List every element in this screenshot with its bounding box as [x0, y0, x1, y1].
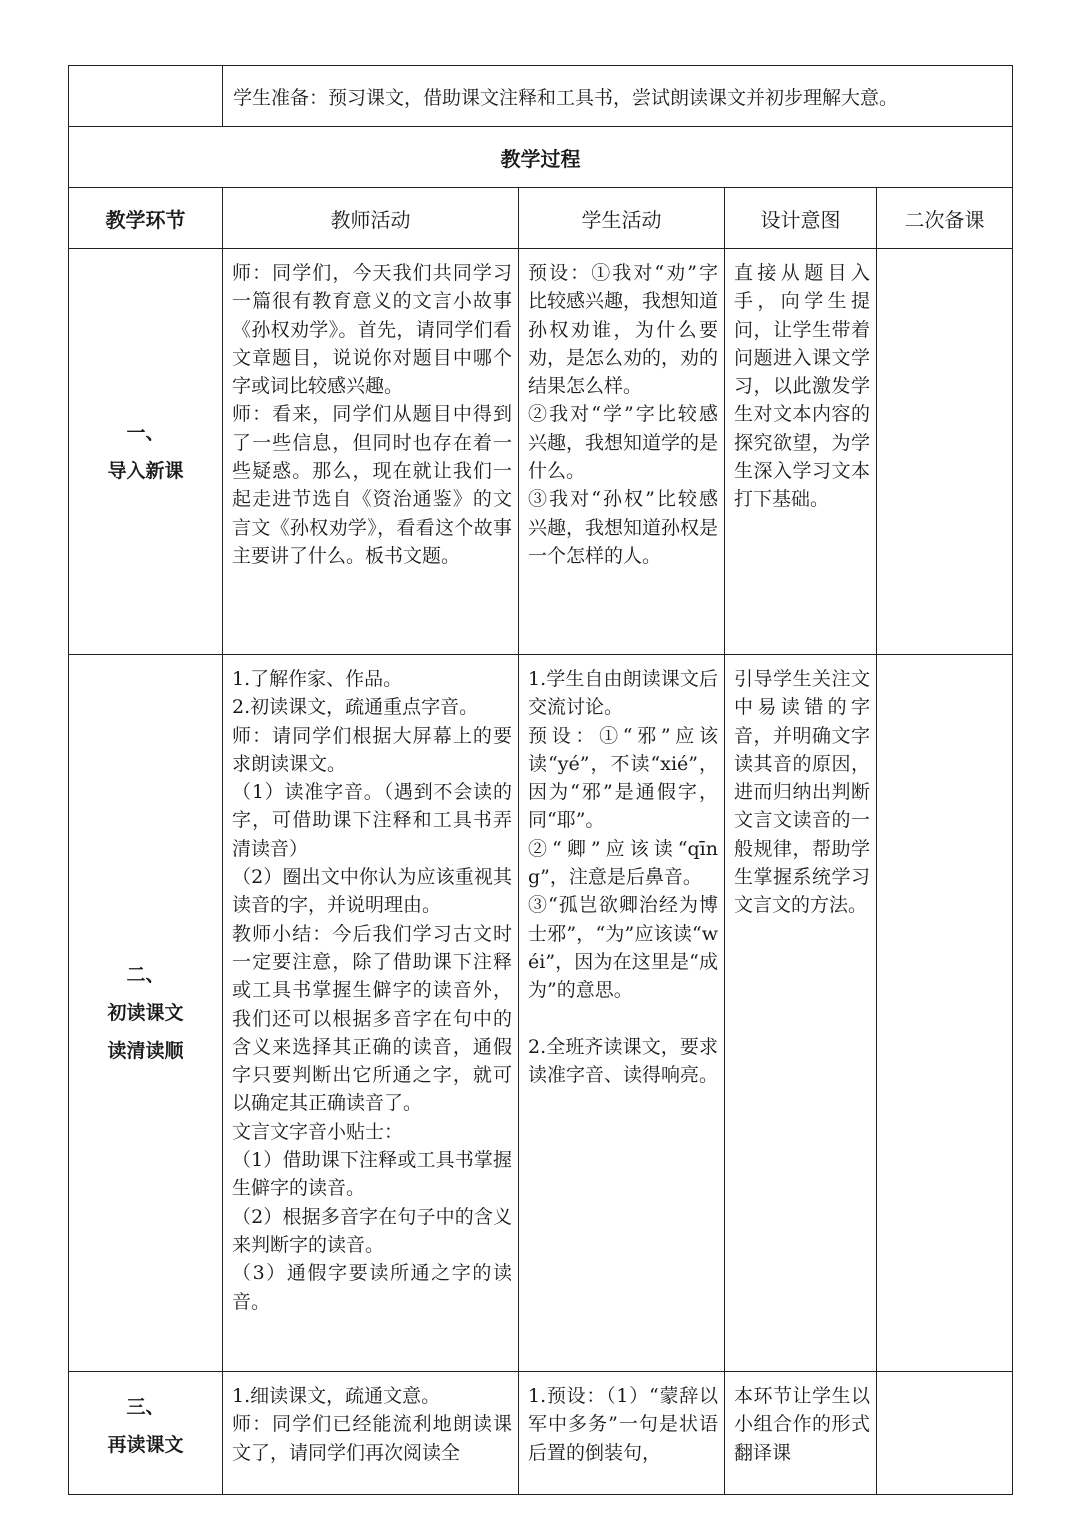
- student-activity: [519, 1372, 725, 1495]
- text-paragraph: 本环节让学生以小组合作的形式翻译课: [734, 1385, 870, 1464]
- text-paragraph: （2）根据多音字在句子中的含义来判断字的读音。: [232, 1205, 512, 1256]
- teacher-activity: [223, 249, 519, 655]
- stage-name: 导入新课: [107, 459, 184, 482]
- stage-name: 读清读顺: [107, 1040, 184, 1062]
- header-teacher: 教师活动: [223, 188, 519, 249]
- text-paragraph: ③我对“孙权”比较感兴趣，我想知道孙权是一个怎样的人。: [528, 488, 719, 567]
- section-title: 教学过程: [69, 127, 1013, 188]
- teacher-activity: [223, 1372, 519, 1495]
- header-stage: 教学环节: [69, 188, 223, 249]
- section-title-row: [69, 127, 1013, 188]
- text-paragraph: 直接从题目入手，向学生提问，让学生带着问题进入课文学习，以此激发学生对文本内容的探究欲望，为学生深入学习文本打下基础。: [734, 262, 870, 511]
- text-paragraph: 引导学生关注文中易读错的字音，并明确文字读其音的原因，进而归纳出判断文言文读音的一般规律，帮助学生掌握系统学习文言文的方法。: [734, 668, 870, 917]
- second-prep: [877, 249, 1013, 655]
- text-paragraph: ③“孤岂欲卿治经为博士邪”，“为”应该读“wéi”，因为在这里是“成为”的意思。: [528, 894, 718, 1002]
- stage-cell: [69, 1372, 223, 1495]
- text-paragraph: 师：请同学们根据大屏幕上的要求朗读课文。: [232, 724, 512, 775]
- text-paragraph: 1.了解作家、作品。: [232, 668, 403, 690]
- text-paragraph: 师：同学们，今天我们共同学习一篇很有教育意义的文言小故事《孙权劝学》。首先，请同学们看文章题目，说说你对题目中哪个字或词比较感兴趣。: [232, 262, 512, 398]
- text-paragraph: ②我对“学”字比较感兴趣，我想知道学的是什么。: [528, 403, 719, 483]
- design-intent: [725, 249, 877, 655]
- stage-number: 一、: [126, 421, 165, 444]
- header-row: [69, 188, 1013, 249]
- text-paragraph: 1.学生自由朗读课文后交流讨论。: [528, 668, 718, 719]
- design-intent: [725, 1372, 877, 1495]
- paragraph-gap: [528, 1005, 718, 1033]
- text-paragraph: （2）圈出文中你认为应该重视其读音的字，并说明理由。: [232, 866, 512, 917]
- text-paragraph: 预设：①“邪”应该读“yé”，不读“xié”，因为“邪”是通假字，同“耶”。: [528, 724, 718, 832]
- text-paragraph: 文言文字音小贴士：: [232, 1120, 404, 1143]
- text-paragraph: 教师小结：今后我们学习古文时一定要注意，除了借助课下注释或工具书掌握生僻字的读音外，我们还可以根据多音字在句中的含义来选择其正确的读音，通假字只要判断出它所通之字，就可以确定其正确读音了。: [232, 922, 512, 1115]
- text-paragraph: 1.预设：（1）“蒙辞以军中多务”一句是状语后置的倒装句，: [528, 1385, 718, 1464]
- table-row: [69, 655, 1013, 1372]
- header-intent: 设计意图: [725, 188, 877, 249]
- stage-cell: [69, 249, 223, 655]
- header-student: 学生活动: [519, 188, 725, 249]
- text-paragraph: （1）读准字音。（遇到不会读的字，可借助课下注释和工具书弄清读音）: [232, 781, 512, 860]
- stage-number: 三、: [126, 1396, 165, 1418]
- lesson-plan-table: [68, 65, 1013, 1495]
- prep-row-blank-cell: [69, 66, 223, 127]
- stage-name: 初读课文: [107, 1002, 184, 1024]
- text-paragraph: ②“卿”应该读“qīng”，注意是后鼻音。: [528, 837, 718, 889]
- student-activity: [519, 655, 725, 1372]
- student-preparation: 学生准备：预习课文，借助课文注释和工具书，尝试朗读课文并初步理解大意。: [223, 66, 1013, 127]
- student-activity: [519, 249, 725, 655]
- text-paragraph: 2.全班齐读课文，要求读准字音、读得响亮。: [528, 1035, 719, 1086]
- stage-cell: [69, 655, 223, 1372]
- text-paragraph: 预设：①我对“劝”字比较感兴趣，我想知道孙权劝谁，为什么要劝，是怎么劝的，劝的结果怎么样。: [528, 262, 719, 398]
- table-row: [69, 249, 1013, 655]
- stage-name: 再读课文: [107, 1434, 184, 1456]
- prep-row: [69, 66, 1013, 127]
- text-paragraph: 1.细读课文，疏通文意。: [232, 1385, 441, 1407]
- text-paragraph: （3）通假字要读所通之字的读音。: [232, 1262, 512, 1313]
- stage-number: 二、: [126, 964, 165, 986]
- second-prep: [877, 655, 1013, 1372]
- text-paragraph: 师：看来，同学们从题目中得到了一些信息，但同时也存在着一些疑惑。那么，现在就让我们一起走进节选自《资治通鉴》的文言文《孙权劝学》，看看这个故事主要讲了什么。板书文题。: [232, 403, 512, 567]
- second-prep: [877, 1372, 1013, 1495]
- table-row: [69, 1372, 1013, 1495]
- teacher-activity: [223, 655, 519, 1372]
- text-paragraph: （1）借助课下注释或工具书掌握生僻字的读音。: [232, 1149, 512, 1200]
- text-paragraph: 师：同学们已经能流利地朗读课文了，请同学们再次阅读全: [232, 1413, 512, 1464]
- design-intent: [725, 655, 877, 1372]
- header-second: 二次备课: [877, 188, 1013, 249]
- text-paragraph: 2.初读课文，疏通重点字音。: [232, 696, 479, 719]
